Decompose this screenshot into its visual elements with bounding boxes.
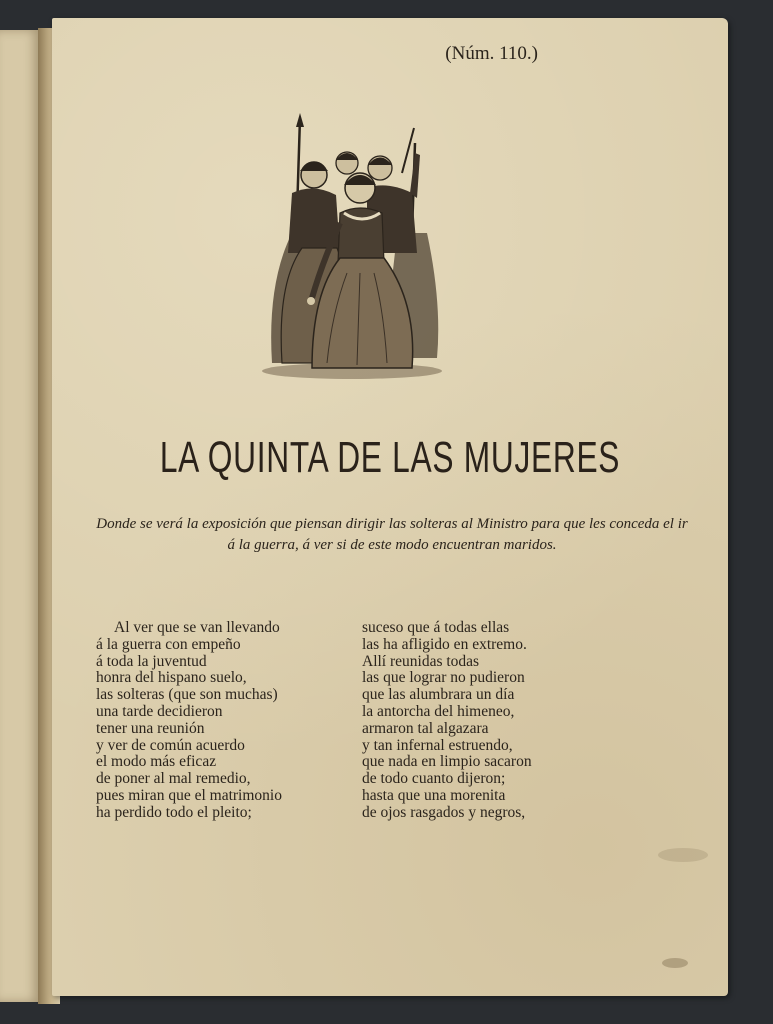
- document-page: [52, 18, 728, 996]
- verse-line: armaron tal algazara: [362, 719, 489, 737]
- verse-line: que las alumbrara un día: [362, 686, 515, 704]
- verse-line: honra del hispano suelo,: [96, 669, 247, 687]
- verse-line: de ojos rasgados y negros,: [362, 803, 526, 821]
- verse-line: á toda la juventud: [96, 652, 207, 670]
- verse-line: que nada en limpio sacaron: [362, 753, 532, 771]
- document-subtitle: Donde se verá la exposición que piensan dirigir las solteras al Ministro para que les conceda el ir á la guerra, á ver si de este modo encuentran maridos.: [96, 516, 688, 553]
- verse-line: el modo más eficaz: [96, 753, 217, 771]
- verse-line: tener una reunión: [96, 719, 205, 737]
- document-title: LA QUINTA DE LAS MUJERES: [159, 433, 621, 482]
- page-number: (Núm. 110.): [445, 43, 538, 64]
- verse-line: pues miran que el matrimonio: [96, 786, 282, 804]
- verse-line: las que lograr no pudieron: [362, 669, 525, 687]
- verse-line: de poner al mal remedio,: [96, 770, 251, 788]
- facing-page-edge: [0, 30, 40, 1002]
- verse-line: Allí reunidas todas: [362, 652, 480, 670]
- verse-line: y ver de común acuerdo: [96, 736, 245, 754]
- ink-stain: [662, 958, 688, 968]
- ink-stain: [658, 848, 708, 862]
- poem-right-column: [362, 620, 532, 822]
- verse-line: de todo cuanto dijeron;: [362, 770, 506, 788]
- verse-line: y tan infernal estruendo,: [362, 736, 513, 754]
- verse-line: ha perdido todo el pleito;: [96, 803, 252, 821]
- poem-left-column: [96, 620, 282, 822]
- verse-line: las ha afligido en extremo.: [362, 635, 527, 653]
- verse-line: á la guerra con empeño: [96, 635, 241, 653]
- verse-line: suceso que á todas ellas: [362, 619, 510, 636]
- verse-line: hasta que una morenita: [362, 786, 506, 804]
- women-soldiers-engraving-icon: [252, 113, 442, 383]
- verse-line: las solteras (que son muchas): [96, 686, 278, 704]
- verse-line: Al ver que se van llevando: [114, 619, 280, 636]
- verse-line: una tarde decidieron: [96, 702, 223, 720]
- verse-line: la antorcha del himeneo,: [362, 702, 515, 720]
